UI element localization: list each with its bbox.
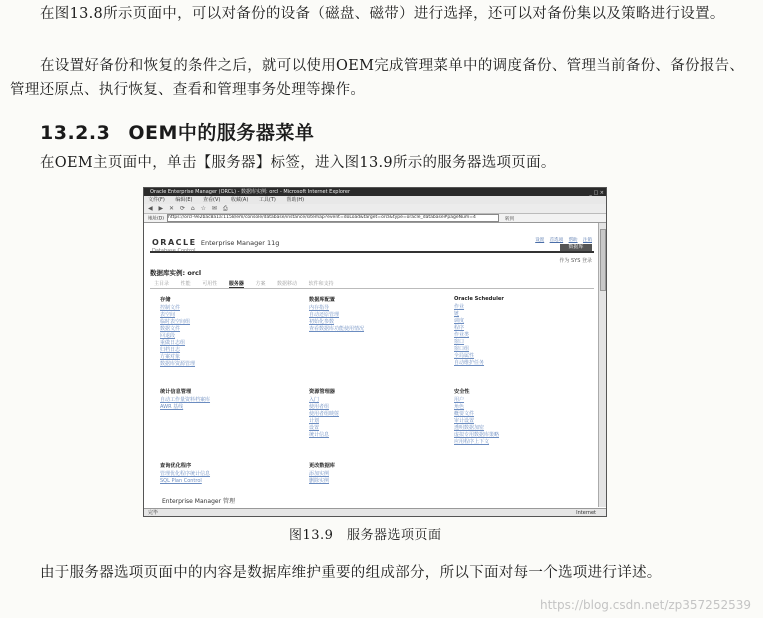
section-heading-change-database: 更改数据库 xyxy=(309,463,335,469)
paragraph-1: 在图13.8所示页面中，可以对备份的设备（磁盘、磁带）进行选择，还可以对备份集以及策略进行设置。 xyxy=(40,6,725,22)
menu-favorites[interactable]: 收藏(A) xyxy=(230,197,249,203)
section-scheduler xyxy=(454,296,504,367)
oracle-product: Enterprise Manager 11g xyxy=(200,239,280,247)
window-title: Oracle Enterprise Manager (ORCL) - 数据库实例: orcl - Microsoft Internet Explorer xyxy=(150,189,351,195)
tab-underline xyxy=(150,288,594,289)
link-awr-baselines[interactable]: AWR 基线 xyxy=(160,404,184,410)
link-consumer-group-mappings[interactable]: 使用者组映射 xyxy=(309,411,340,417)
link-auto-maintenance[interactable]: 自动维护任务 xyxy=(454,360,485,366)
menu-edit[interactable]: 编辑(E) xyxy=(175,197,193,203)
browser-toolbar[interactable]: ◀ ▶ ✕ ⟳ ⌂ ☆ ✉ ⎙ xyxy=(144,204,606,214)
tab-software-support[interactable]: 软件和支持 xyxy=(308,281,334,287)
section-heading-query-optimizer: 查询优化程序 xyxy=(160,463,192,469)
subtab-bar xyxy=(154,280,344,288)
paragraph-2: 在设置好备份和恢复的条件之后，就可以使用OEM完成管理菜单中的调度备份、管理当前备份、备份报告、管理还原点、执行恢复、查看和管理事务处理等操作。 xyxy=(10,58,745,98)
link-job-classes[interactable]: 作业类 xyxy=(454,332,470,338)
header-rule xyxy=(150,251,594,253)
section-title: OEM中的服务器菜单 xyxy=(128,122,315,144)
link-schedules[interactable]: 调度 xyxy=(454,318,465,324)
link-delete-instance[interactable]: 删除实例 xyxy=(309,478,330,484)
section-security xyxy=(454,388,499,446)
link-feature-usage[interactable]: 查看数据库功能使用情况 xyxy=(309,326,365,332)
paragraph-4: 由于服务器选项页面中的内容是数据库维护重要的组成部分，所以下面对每一个选项进行详述。 xyxy=(40,565,662,581)
window-buttons[interactable]: _ □ × xyxy=(589,190,604,196)
link-statistics[interactable]: 统计信息 xyxy=(309,432,330,438)
link-tde[interactable]: 透明数据加密 xyxy=(454,425,485,431)
database-instance-title: 数据库实例: orcl xyxy=(150,269,202,277)
link-audit-settings[interactable]: 审计设置 xyxy=(454,418,475,424)
link-temp-tablespace-groups[interactable]: 临时表空间组 xyxy=(160,319,191,325)
section-stats xyxy=(160,388,210,411)
logged-in-text: 作为 SYS 登录 xyxy=(559,258,592,264)
oracle-brand: ORACLE xyxy=(152,238,197,247)
tab-performance[interactable]: 性能 xyxy=(180,281,191,287)
menu-bar xyxy=(144,196,606,204)
section-heading xyxy=(40,118,314,145)
link-undo-management[interactable]: 自动还原管理 xyxy=(309,312,340,318)
menu-help[interactable]: 帮助(H) xyxy=(286,197,305,203)
tab-availability[interactable]: 可用性 xyxy=(202,281,218,287)
figure-caption: 图13.9 服务器选项页面 xyxy=(289,528,442,543)
menu-tools[interactable]: 工具(T) xyxy=(258,197,276,203)
tab-data-movement[interactable]: 数据移动 xyxy=(277,281,298,287)
address-input[interactable]: https://orcl-9e2bac8a1a:1158/em/console/database/instance/sitemap?event=doLoad&target=orcl&type=oracle_database#pageNum=4 xyxy=(167,214,499,222)
section-heading-db-config: 数据库配置 xyxy=(309,297,335,303)
link-schema-objects[interactable]: 方案对象 xyxy=(160,354,181,360)
database-tab[interactable]: 数据库 xyxy=(560,244,592,251)
link-plans[interactable]: 计划 xyxy=(309,418,320,424)
paragraph-3: 在OEM主页面中，单击【服务器】标签，进入图13.9所示的服务器选项页面。 xyxy=(40,155,556,171)
watermark-url: https://blog.csdn.net/zp357252539 xyxy=(540,598,751,612)
section-storage xyxy=(160,296,195,368)
link-window-groups[interactable]: 窗口组 xyxy=(454,346,470,352)
tab-schema[interactable]: 方案 xyxy=(255,281,266,287)
link-init-parameters[interactable]: 初始化参数 xyxy=(309,319,335,325)
go-button[interactable]: 转到 xyxy=(504,216,514,222)
link-vpd-policies[interactable]: 虚拟专用数据库策略 xyxy=(454,432,500,438)
section-heading-stats: 统计信息管理 xyxy=(160,389,192,395)
link-windows[interactable]: 窗口 xyxy=(454,339,465,345)
link-resource-management[interactable]: 数据库资源管理 xyxy=(160,361,196,367)
link-add-instance[interactable]: 添加实例 xyxy=(309,471,330,477)
status-done: 完毕 xyxy=(148,510,159,516)
link-help[interactable]: 帮助 xyxy=(568,238,578,243)
section-db-config xyxy=(309,296,364,333)
status-zone: Internet xyxy=(576,510,596,516)
link-awr[interactable]: 自动工作量资料档案库 xyxy=(160,397,211,403)
link-redo-log-groups[interactable]: 重做日志组 xyxy=(160,340,186,346)
link-preferences[interactable]: 首选项 xyxy=(549,238,564,243)
menu-view[interactable]: 查看(V) xyxy=(203,197,221,203)
section-query-optimizer xyxy=(160,462,210,485)
link-global-attributes[interactable]: 全局属性 xyxy=(454,353,475,359)
link-setup[interactable]: 设置 xyxy=(535,238,545,243)
section-heading-resource-manager: 资源管理器 xyxy=(309,389,335,395)
top-links xyxy=(531,237,592,243)
section-heading-storage: 存储 xyxy=(160,297,171,303)
link-memory-advisors[interactable]: 内存指导 xyxy=(309,305,330,311)
link-consumer-groups[interactable]: 使用者组 xyxy=(309,404,330,410)
status-bar xyxy=(144,508,606,516)
link-app-contexts[interactable]: 应用程序上下文 xyxy=(454,439,490,445)
section-resource-manager xyxy=(309,388,339,439)
tab-home[interactable]: 主目录 xyxy=(154,281,170,287)
link-getting-started[interactable]: 入门 xyxy=(309,397,320,403)
link-chains[interactable]: 链 xyxy=(454,311,460,317)
link-profiles[interactable]: 概要文件 xyxy=(454,411,475,417)
link-settings[interactable]: 设置 xyxy=(309,425,320,431)
address-label: 地址(D) xyxy=(148,216,164,222)
link-optimizer-stats[interactable]: 管理优化程序统计信息 xyxy=(160,471,211,477)
link-archive-logs[interactable]: 归档日志 xyxy=(160,347,181,353)
scrollbar-thumb[interactable] xyxy=(600,229,606,291)
link-control-files[interactable]: 控制文件 xyxy=(160,305,181,311)
oracle-logo xyxy=(152,238,279,247)
link-users[interactable]: 用户 xyxy=(454,397,465,403)
link-programs[interactable]: 程序 xyxy=(454,325,465,331)
link-datafiles[interactable]: 数据文件 xyxy=(160,326,181,332)
section-change-database xyxy=(309,462,335,485)
link-roles[interactable]: 角色 xyxy=(454,404,465,410)
link-tablespaces[interactable]: 表空间 xyxy=(160,312,176,318)
address-bar xyxy=(144,214,606,223)
tab-server[interactable]: 服务器 xyxy=(228,281,244,287)
section-heading-scheduler: Oracle Scheduler xyxy=(454,296,504,302)
section-heading-security: 安全性 xyxy=(454,389,470,395)
link-jobs[interactable]: 作业 xyxy=(454,304,465,310)
window-titlebar xyxy=(144,188,606,196)
em-admin-heading: Enterprise Manager 管理 xyxy=(162,498,235,505)
vertical-scrollbar[interactable] xyxy=(598,223,606,507)
link-rollback-segments[interactable]: 回退段 xyxy=(160,333,176,339)
section-number: 13.2.3 xyxy=(40,122,111,144)
figure-screenshot xyxy=(143,187,607,517)
link-logout[interactable]: 注销 xyxy=(583,238,592,243)
link-sql-plan-control[interactable]: SQL Plan Control xyxy=(160,478,202,484)
menu-file[interactable]: 文件(F) xyxy=(148,197,165,203)
